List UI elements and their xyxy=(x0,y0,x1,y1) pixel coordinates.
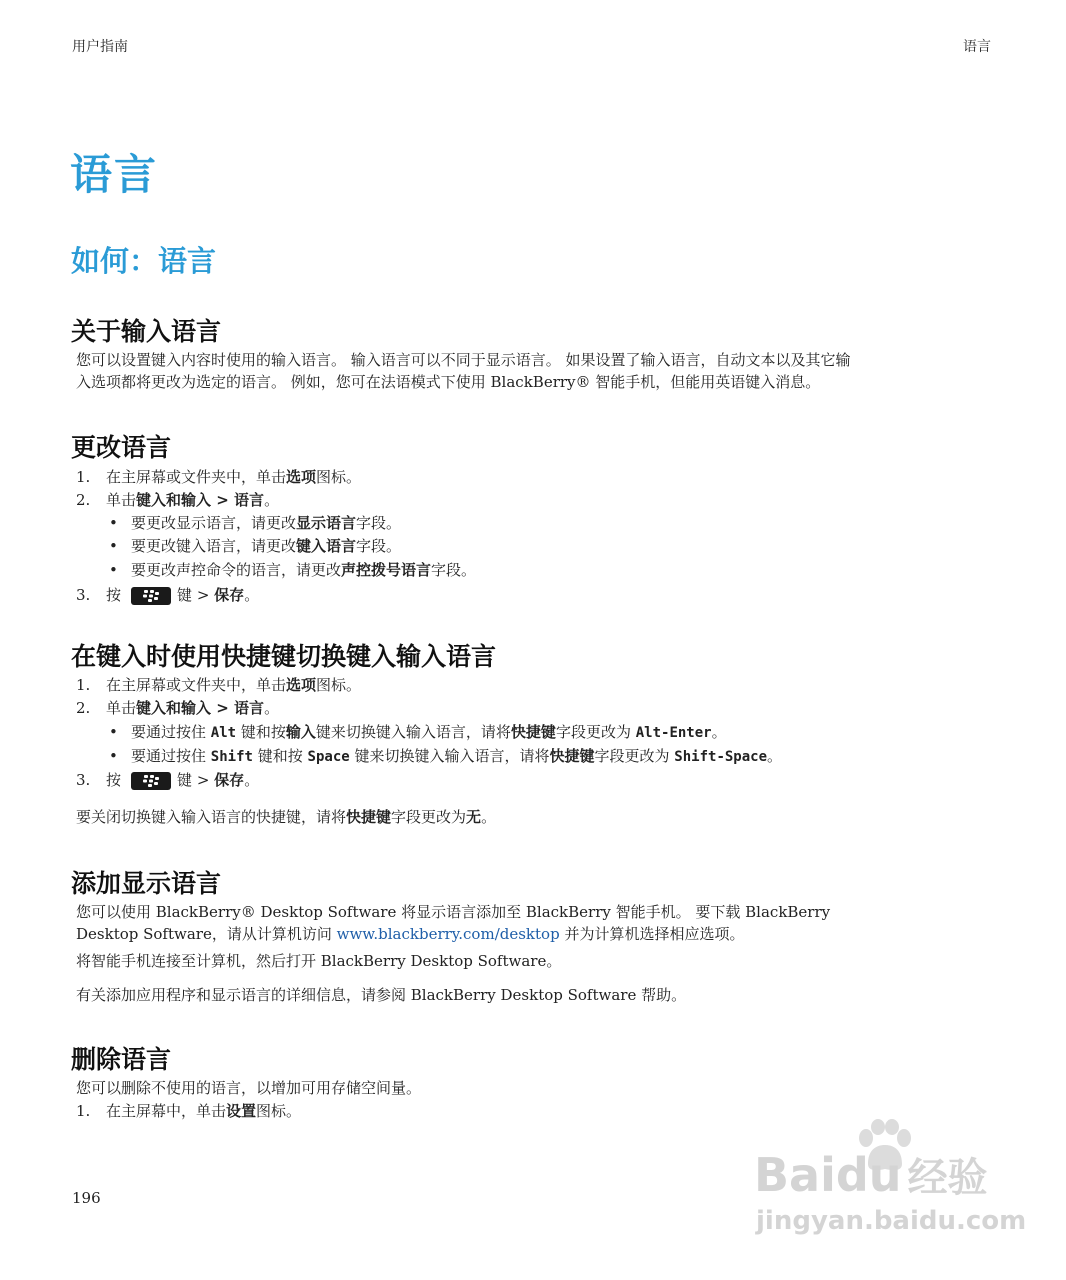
bullet-item: • 要通过按住 Shift 键和按 Space 键来切换键入输入语言，请将快捷键字段更改为 Shift-Space。 xyxy=(109,747,783,765)
step-number: 1. xyxy=(76,1102,91,1120)
section-heading-about-input-language: 关于输入语言 xyxy=(71,317,222,346)
header-doc-title: 用户指南 xyxy=(72,39,128,55)
watermark-brand: Bai xyxy=(754,1148,836,1202)
step-number: 1. xyxy=(76,676,91,694)
step-number: 3. xyxy=(76,771,91,789)
step-1: 1. 在主屏幕或文件夹中，单击选项图标。 xyxy=(76,676,362,694)
bullet-item: • 要通过按住 Alt 键和按输入键来切换键入输入语言，请将快捷键字段更改为 Alt-Enter。 xyxy=(109,723,727,741)
section-heading-delete-language: 删除语言 xyxy=(71,1045,172,1074)
section-heading-change-language: 更改语言 xyxy=(71,433,172,462)
section-heading-shortcut-switch: 在键入时使用快捷键切换键入输入语言 xyxy=(71,642,497,671)
bullet-icon: • xyxy=(109,514,118,532)
watermark-url: jingyan.baidu.com xyxy=(756,1206,1027,1236)
paragraph: 您可以删除不使用的语言，以增加可用存储空间量。 xyxy=(76,1079,422,1097)
paragraph-line: 您可以使用 BlackBerry® Desktop Software 将显示语言添加至 BlackBerry 智能手机。 要下载 BlackBerry xyxy=(76,903,831,921)
page-number: 196 xyxy=(72,1189,101,1207)
bullet-icon: • xyxy=(109,561,118,579)
bullet-item: • 要更改键入语言，请更改键入语言字段。 xyxy=(109,537,402,555)
paragraph: 有关添加应用程序和显示语言的详细信息，请参阅 BlackBerry Desktop Software 帮助。 xyxy=(76,986,687,1004)
step-3: 3. 按 键 > 保存。 xyxy=(76,586,260,604)
step-3: 3. 按 键 > 保存。 xyxy=(76,771,260,789)
step-number: 1. xyxy=(76,468,91,486)
step-1: 1. 在主屏幕或文件夹中，单击选项图标。 xyxy=(76,468,362,486)
options-label: 选项 xyxy=(286,468,317,486)
step-2: 2. 单击键入和输入 > 语言。 xyxy=(76,491,280,509)
bullet-item: • 要更改显示语言，请更改显示语言字段。 xyxy=(109,514,402,532)
baidu-jingyan-watermark: Baidu 经验 jingyan.baidu.com xyxy=(754,1118,1014,1248)
section-heading-add-display-language: 添加显示语言 xyxy=(71,869,222,898)
step-number: 2. xyxy=(76,491,91,509)
header-section-title: 语言 xyxy=(963,39,991,55)
step-number: 3. xyxy=(76,586,91,604)
bullet-icon: • xyxy=(109,723,118,741)
paragraph: 将智能手机连接至计算机，然后打开 BlackBerry Desktop Software。 xyxy=(76,952,562,970)
step-1: 1. 在主屏幕中，单击设置图标。 xyxy=(76,1102,302,1120)
paragraph-line: Desktop Software，请从计算机访问 www.blackberry.com/desktop 并为计算机选择相应选项。 xyxy=(76,925,745,943)
note-paragraph: 要关闭切换键入输入语言的快捷键，请将快捷键字段更改为无。 xyxy=(76,808,497,826)
bullet-item: • 要更改声控命令的语言，请更改声控拨号语言字段。 xyxy=(109,561,477,579)
desktop-software-link[interactable]: www.blackberry.com/desktop xyxy=(336,925,560,943)
page-subtitle: 如何：语言 xyxy=(71,244,217,278)
paragraph-line: 入选项都将更改为选定的语言。 例如，您可在法语模式下使用 BlackBerry® 智能手机，但能用英语键入消息。 xyxy=(76,373,821,391)
step-number: 2. xyxy=(76,699,91,717)
blackberry-menu-key-icon xyxy=(131,587,171,605)
blackberry-menu-key-icon xyxy=(131,772,171,790)
paragraph-line: 您可以设置键入内容时使用的输入语言。 输入语言可以不同于显示语言。 如果设置了输入语言，自动文本以及其它输 xyxy=(76,351,851,369)
bullet-icon: • xyxy=(109,747,118,765)
bullet-icon: • xyxy=(109,537,118,555)
step-2: 2. 单击键入和输入 > 语言。 xyxy=(76,699,280,717)
page-title: 语言 xyxy=(70,150,159,199)
